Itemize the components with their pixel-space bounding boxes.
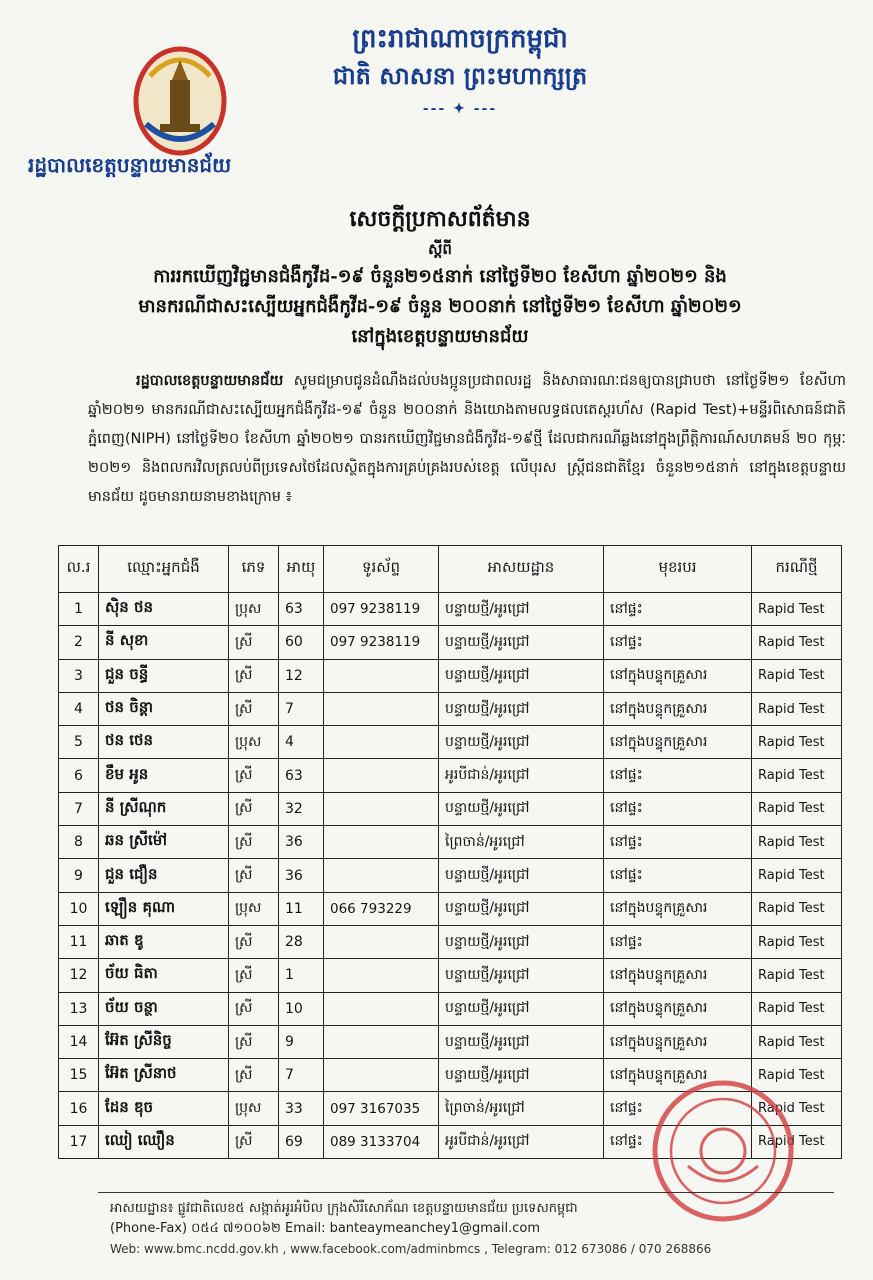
cell-case: Rapid Test	[752, 826, 842, 859]
cell-no: 17	[59, 1125, 99, 1158]
cell-case: Rapid Test	[752, 1125, 842, 1158]
cell-case: Rapid Test	[752, 593, 842, 626]
cell-occupation: នៅក្នុងបន្ទុកគ្រួសារ	[604, 726, 752, 759]
cell-name: ឈៀ ឈឿន	[99, 1125, 229, 1158]
cell-name: អ៊ែត ស្រីនាថ	[99, 1059, 229, 1092]
cell-address: បន្ទាយថ្មី/អូរជ្រៅ	[439, 792, 604, 825]
title-line5: នៅក្នុងខេត្តបន្ទាយមានជ័យ	[351, 326, 529, 347]
cell-occupation: នៅក្នុងបន្ទុកគ្រួសារ	[604, 1025, 752, 1058]
cell-no: 3	[59, 659, 99, 692]
cell-phone	[324, 1025, 439, 1058]
title-line4: មានករណីជាសះស្បើយអ្នកជំងឺកូវីដ-១៩ ចំនួន ២០០នាក់ នៅថ្ងៃទី២១ ខែសីហា ឆ្នាំ២០២១	[138, 296, 742, 317]
cell-no: 15	[59, 1059, 99, 1092]
table-row	[59, 1025, 842, 1058]
cell-address: បន្ទាយថ្មី/អូរជ្រៅ	[439, 925, 604, 958]
table-row	[59, 992, 842, 1025]
cell-phone: 089 3133704	[324, 1125, 439, 1158]
cell-occupation: នៅផ្ទះ	[604, 792, 752, 825]
cell-address: ព្រៃចាន់/អូរជ្រៅ	[439, 1092, 604, 1125]
table-row	[59, 859, 842, 892]
cell-sex: ស្រី	[229, 959, 279, 992]
cell-case: Rapid Test	[752, 759, 842, 792]
cell-phone	[324, 659, 439, 692]
cell-age: 9	[279, 1025, 324, 1058]
cell-no: 8	[59, 826, 99, 859]
cell-phone	[324, 959, 439, 992]
footer	[40, 1192, 840, 1259]
cell-age: 7	[279, 1059, 324, 1092]
cell-sex: ស្រី	[229, 1025, 279, 1058]
col-header-case: ករណីថ្មី	[752, 546, 842, 593]
cell-occupation: នៅផ្ទះ	[604, 859, 752, 892]
cell-name: ដែន ឌុច	[99, 1092, 229, 1125]
cell-age: 11	[279, 892, 324, 925]
cell-no: 6	[59, 759, 99, 792]
cell-sex: ស្រី	[229, 692, 279, 725]
cell-phone	[324, 859, 439, 892]
cell-no: 11	[59, 925, 99, 958]
cell-sex: ស្រី	[229, 792, 279, 825]
cell-phone: 097 9238119	[324, 626, 439, 659]
cell-age: 12	[279, 659, 324, 692]
col-header-occupation: មុខរបរ	[604, 546, 752, 593]
cell-occupation: នៅផ្ទះ	[604, 759, 752, 792]
cell-phone: 097 9238119	[324, 593, 439, 626]
cell-address: បន្ទាយថ្មី/អូរជ្រៅ	[439, 593, 604, 626]
footer-phone-email: (Phone-Fax) ០៥៤ ៧១០០៦២ Email: banteaymeanchey1@gmail.com	[110, 1221, 541, 1236]
title-line2: ស្តីពី	[428, 240, 452, 258]
table-row	[59, 959, 842, 992]
cell-age: 7	[279, 692, 324, 725]
cell-phone	[324, 1059, 439, 1092]
cell-address: អូរបីជាន់/អូរជ្រៅ	[439, 759, 604, 792]
cell-phone	[324, 925, 439, 958]
table-row	[59, 759, 842, 792]
cell-occupation: នៅក្នុងបន្ទុកគ្រួសារ	[604, 659, 752, 692]
cell-sex: ស្រី	[229, 1059, 279, 1092]
cell-address: បន្ទាយថ្មី/អូរជ្រៅ	[439, 659, 604, 692]
cell-no: 12	[59, 959, 99, 992]
cell-no: 5	[59, 726, 99, 759]
cell-sex: ប្រុស	[229, 726, 279, 759]
cell-case: Rapid Test	[752, 1059, 842, 1092]
cell-age: 4	[279, 726, 324, 759]
cell-name: ច័យ ធិតា	[99, 959, 229, 992]
table-row	[59, 925, 842, 958]
cell-address: បន្ទាយថ្មី/អូរជ្រៅ	[439, 959, 604, 992]
cell-occupation: នៅផ្ទះ	[604, 593, 752, 626]
cell-occupation: នៅផ្ទះ	[604, 1092, 752, 1125]
cell-name: អ៊ែត ស្រីនិច្ច	[99, 1025, 229, 1058]
cell-case: Rapid Test	[752, 692, 842, 725]
cell-age: 10	[279, 992, 324, 1025]
table-row	[59, 826, 842, 859]
cell-age: 1	[279, 959, 324, 992]
cell-name: ឡឿន គុណា	[99, 892, 229, 925]
cell-no: 13	[59, 992, 99, 1025]
cell-case: Rapid Test	[752, 792, 842, 825]
cell-name: ថន ចិន្តា	[99, 692, 229, 725]
footer-divider	[98, 1192, 834, 1193]
cell-case: Rapid Test	[752, 659, 842, 692]
cell-age: 63	[279, 593, 324, 626]
col-header-age: អាយុ	[279, 546, 324, 593]
table-row	[59, 692, 842, 725]
cell-name: នី សុខា	[99, 626, 229, 659]
footer-web: Web: www.bmc.ncdd.gov.kh , www.facebook.com/adminbmcs , Telegram: 012 673086 / 070 268866	[110, 1242, 712, 1256]
intro-lead: រដ្ឋបាលខេត្តបន្ទាយមានជ័យ	[136, 372, 284, 389]
cell-age: 69	[279, 1125, 324, 1158]
cell-sex: ប្រុស	[229, 892, 279, 925]
table-row	[59, 593, 842, 626]
cell-phone	[324, 692, 439, 725]
cell-phone	[324, 826, 439, 859]
cell-occupation: នៅផ្ទះ	[604, 826, 752, 859]
cell-no: 2	[59, 626, 99, 659]
footer-address: អាសយដ្ឋាន៖ ផ្លូវជាតិលេខ៥ សង្កាត់អូរអំបិល ក្រុងសិរីសោភ័ណ ខេត្តបន្ទាយមានជ័យ ប្រទេសកម្ពុជា	[110, 1201, 578, 1216]
cell-age: 36	[279, 826, 324, 859]
table-row	[59, 892, 842, 925]
cell-address: ព្រៃចាន់/អូរជ្រៅ	[439, 826, 604, 859]
cell-address: បន្ទាយថ្មី/អូរជ្រៅ	[439, 726, 604, 759]
cell-case: Rapid Test	[752, 892, 842, 925]
cell-name: ខឹម អូន	[99, 759, 229, 792]
cell-sex: ស្រី	[229, 859, 279, 892]
cell-address: បន្ទាយថ្មី/អូរជ្រៅ	[439, 692, 604, 725]
cell-name: ស៊ិន ថន	[99, 593, 229, 626]
col-header-name: ឈ្មោះអ្នកជំងឺ	[99, 546, 229, 593]
cell-phone	[324, 792, 439, 825]
cell-name: ជួន ចន្ធី	[99, 659, 229, 692]
cell-sex: ស្រី	[229, 1125, 279, 1158]
provincial-emblem-icon	[132, 46, 228, 156]
cell-sex: ស្រី	[229, 925, 279, 958]
cell-occupation: នៅក្នុងបន្ទុកគ្រួសារ	[604, 1059, 752, 1092]
table-body	[59, 593, 842, 1159]
cell-occupation: នៅក្នុងបន្ទុកគ្រួសារ	[604, 992, 752, 1025]
cell-no: 7	[59, 792, 99, 825]
intro-paragraph	[88, 366, 846, 512]
cell-phone	[324, 992, 439, 1025]
cell-sex: ស្រី	[229, 626, 279, 659]
header-ornament: --- ✦ ---	[422, 101, 498, 117]
cell-no: 9	[59, 859, 99, 892]
cell-age: 63	[279, 759, 324, 792]
cell-phone	[324, 759, 439, 792]
cell-name: ឆន ស្រីម៉ៅ	[99, 826, 229, 859]
cell-case: Rapid Test	[752, 726, 842, 759]
cell-no: 4	[59, 692, 99, 725]
cell-address: បន្ទាយថ្មី/អូរជ្រៅ	[439, 892, 604, 925]
cell-no: 10	[59, 892, 99, 925]
kingdom-line2: ជាតិ សាសនា ព្រះមហាក្សត្រ	[332, 61, 588, 90]
table-row	[59, 726, 842, 759]
cell-name: ថន ថេន	[99, 726, 229, 759]
cell-age: 32	[279, 792, 324, 825]
cell-sex: ប្រុស	[229, 1092, 279, 1125]
title-line1: សេចក្តីប្រកាសព័ត៌មាន	[349, 206, 531, 232]
cell-address: បន្ទាយថ្មី/អូរជ្រៅ	[439, 1059, 604, 1092]
cell-phone: 066 793229	[324, 892, 439, 925]
cell-case: Rapid Test	[752, 626, 842, 659]
table-header-row	[59, 546, 842, 593]
cell-occupation: នៅក្នុងបន្ទុកគ្រួសារ	[604, 959, 752, 992]
col-header-sex: ភេទ	[229, 546, 279, 593]
cases-table	[58, 545, 842, 1159]
cell-phone: 097 3167035	[324, 1092, 439, 1125]
cell-case: Rapid Test	[752, 1025, 842, 1058]
cell-no: 16	[59, 1092, 99, 1125]
cell-occupation: នៅផ្ទះ	[604, 1125, 752, 1158]
kingdom-header	[250, 20, 670, 118]
cell-no: 1	[59, 593, 99, 626]
cell-name: ជួន ជឿន	[99, 859, 229, 892]
kingdom-line1: ព្រះរាជាណាចក្រកម្ពុជា	[352, 24, 568, 54]
cell-age: 33	[279, 1092, 324, 1125]
cell-phone	[324, 726, 439, 759]
cell-sex: ស្រី	[229, 826, 279, 859]
cell-no: 14	[59, 1025, 99, 1058]
cell-age: 60	[279, 626, 324, 659]
cell-name: ឆាត ឌូ	[99, 925, 229, 958]
cell-address: បន្ទាយថ្មី/អូរជ្រៅ	[439, 859, 604, 892]
cell-case: Rapid Test	[752, 959, 842, 992]
cell-occupation: នៅផ្ទះ	[604, 626, 752, 659]
cell-case: Rapid Test	[752, 925, 842, 958]
cell-age: 36	[279, 859, 324, 892]
cell-sex: ស្រី	[229, 659, 279, 692]
cell-case: Rapid Test	[752, 1092, 842, 1125]
cell-address: អូរបីជាន់/អូរជ្រៅ	[439, 1125, 604, 1158]
cell-occupation: នៅក្នុងបន្ទុកគ្រួសារ	[604, 692, 752, 725]
cell-sex: ប្រុស	[229, 593, 279, 626]
intro-body: សូមជម្រាបជូនដំណឹងដល់បងប្អូនប្រជាពលរដ្ឋ និងសាធារណៈជនឲ្យបានជ្រាបថា នៅថ្ងៃទី២១ ខែសីហា ឆ្នាំ២០២១ មានករណីជាសះស្បើយអ្នកជំងឺកូវីដ-១៩ ចំនួន ២០០នាក់ និងយោងតាមលទ្ធផលតេស្តរហ័ស (Rapid Test)+មន្ទីរពិសោធន៍ជាតិភ្នំពេញ(NIPH) នៅថ្ងៃទី២០ ខែសីហា ឆ្នាំ២០២១ បានរកឃើញវិជ្ជមានជំងឺកូវីដ-១៩ថ្មី ដែលជាករណីឆ្លងនៅក្នុងព្រឹត្តិការណ៍សហគមន៍ ២០ កុម្ភៈ ២០២១ និងពលករវិលត្រលប់ពីប្រទេសថៃដែលស្ថិតក្នុងការគ្រប់គ្រងរបស់ខេត្ត លើបុរស ស្ត្រីជនជាតិខ្មែរ ចំនួន២១៥នាក់ នៅក្នុងខេត្តបន្ទាយមានជ័យ ដូចមានរាយនាមខាងក្រោម ៖	[88, 373, 846, 505]
title-line3: ការរកឃើញវិជ្ជមានជំងឺកូវីដ-១៩ ចំនួន២១៥នាក់ នៅថ្ងៃទី២០ ខែសីហា ឆ្នាំ២០២១ និង	[153, 266, 727, 287]
cell-case: Rapid Test	[752, 992, 842, 1025]
cell-occupation: នៅផ្ទះ	[604, 925, 752, 958]
table-row	[59, 792, 842, 825]
cell-sex: ស្រី	[229, 759, 279, 792]
cell-name: ច័យ ចន្ថា	[99, 992, 229, 1025]
table-row	[59, 626, 842, 659]
col-header-no: ល.រ	[59, 546, 99, 593]
cell-occupation: នៅក្នុងបន្ទុកគ្រួសារ	[604, 892, 752, 925]
administration-name: រដ្ឋបាលខេត្តបន្ទាយមានជ័យ	[28, 153, 232, 177]
cell-name: នី ស្រីណុក	[99, 792, 229, 825]
cell-address: បន្ទាយថ្មី/អូរជ្រៅ	[439, 1025, 604, 1058]
cell-sex: ស្រី	[229, 992, 279, 1025]
col-header-address: អាសយដ្ឋាន	[439, 546, 604, 593]
cell-address: បន្ទាយថ្មី/អូរជ្រៅ	[439, 992, 604, 1025]
cell-case: Rapid Test	[752, 859, 842, 892]
cell-age: 28	[279, 925, 324, 958]
cell-address: បន្ទាយថ្មី/អូរជ្រៅ	[439, 626, 604, 659]
announcement-heading	[40, 202, 840, 352]
col-header-phone: ទូរស័ព្ទ	[324, 546, 439, 593]
table-row	[59, 659, 842, 692]
